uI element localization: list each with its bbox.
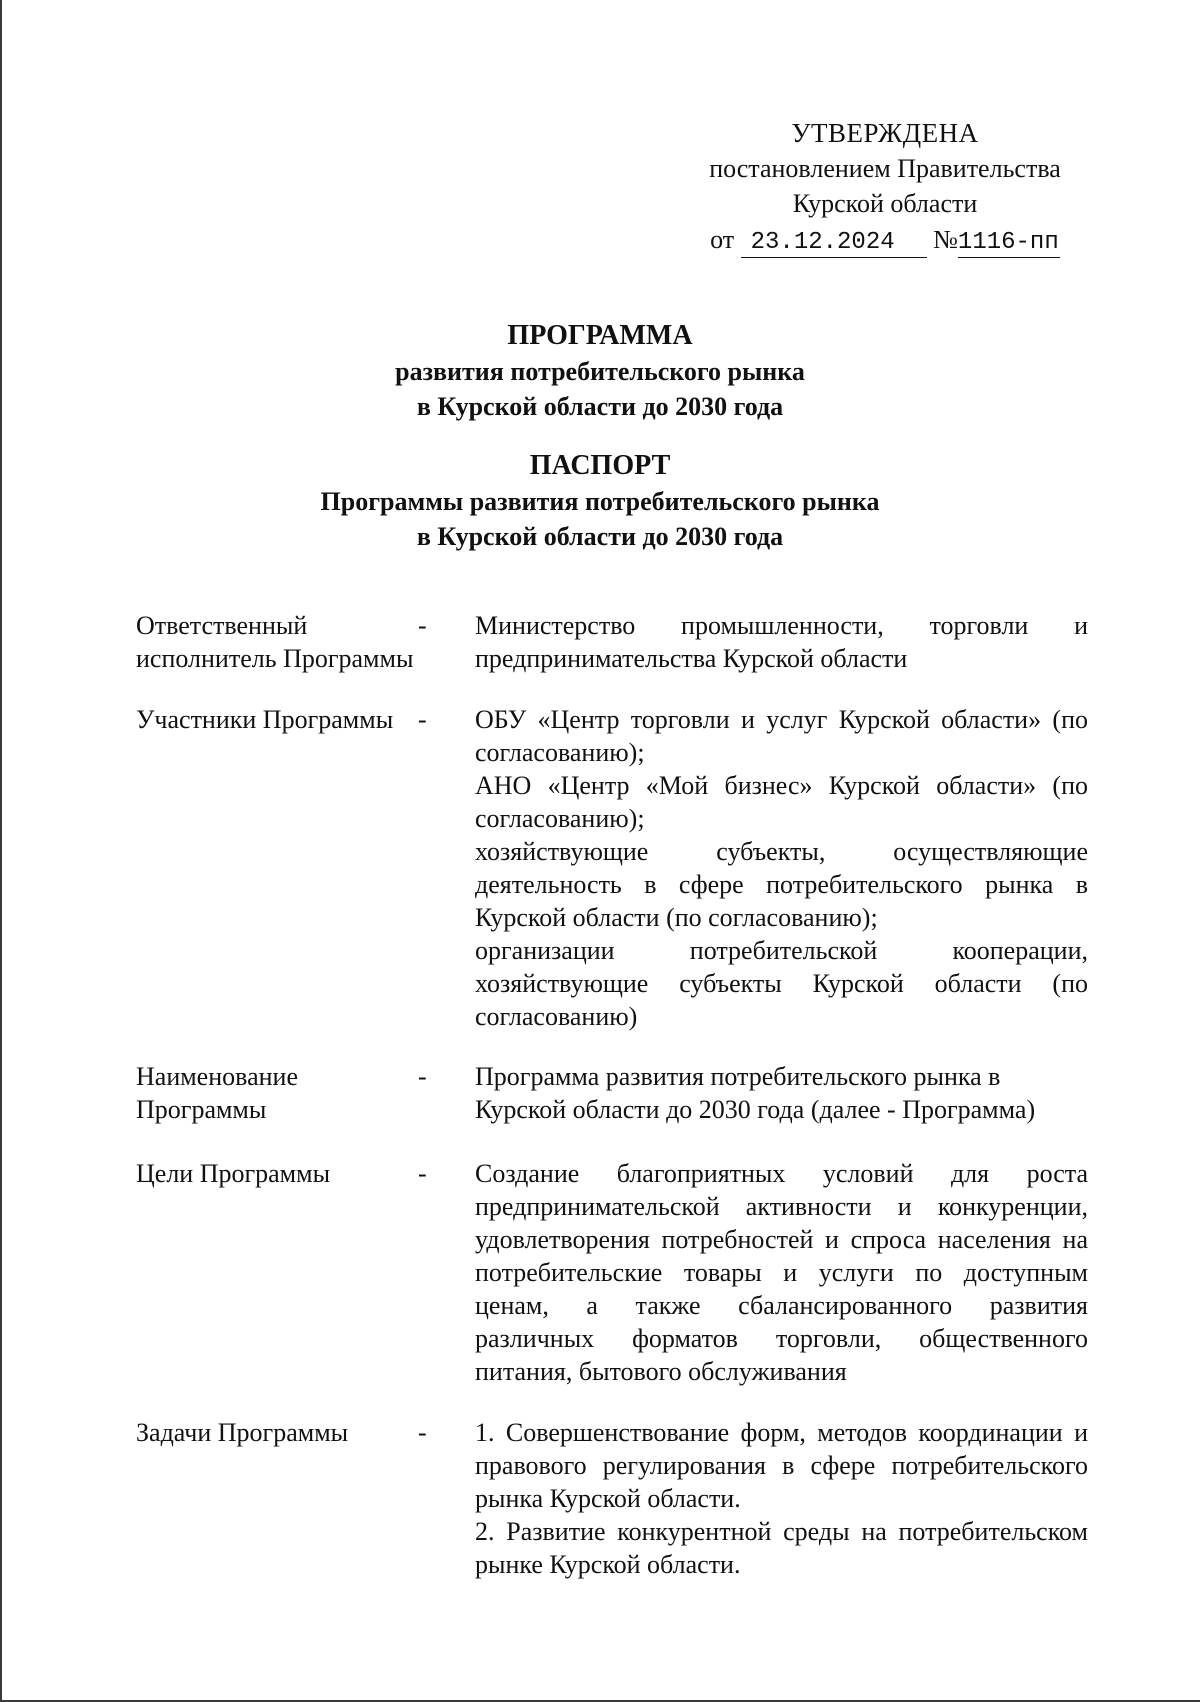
scan-edge-left	[0, 0, 2, 1702]
row-value	[475, 1416, 1088, 1581]
row-label: Наименование Программы	[136, 1062, 298, 1124]
value-paragraph: организации потребительской кооперации, хозяйствующие субъекты Курской области (по согласованию)	[475, 936, 1088, 1031]
value-paragraph: АНО «Центр «Мой бизнес» Курской области» (по согласованию);	[475, 771, 1088, 833]
approval-date: 23.12.2024	[741, 229, 927, 258]
row-label: Участники Программы	[136, 705, 394, 734]
passport-row-name	[136, 1060, 1088, 1126]
program-title	[0, 318, 1200, 424]
row-label: Задачи Программы	[136, 1418, 349, 1447]
row-value	[475, 703, 1088, 1033]
approval-stamp	[690, 116, 1080, 258]
approval-number: 1116-пп	[957, 229, 1059, 256]
number-prefix: №	[933, 225, 958, 254]
value-paragraph: 2. Развитие конкурентной среды на потребительском рынке Курской области.	[475, 1517, 1088, 1579]
value-paragraph: Программа развития потребительского рынка в	[475, 1062, 1001, 1091]
passport-table	[136, 609, 1088, 1581]
row-label: Цели Программы	[136, 1159, 331, 1188]
approval-line-1: постановлением Правительства	[709, 154, 1061, 183]
value-paragraph: Министерство промышленности, торговли и предпринимательства Курской области	[475, 611, 1088, 673]
approval-heading: УТВЕРЖДЕНА	[791, 118, 979, 148]
row-value	[475, 1060, 1088, 1126]
passport-row-goals	[136, 1157, 1088, 1388]
row-value	[475, 1157, 1088, 1388]
row-dash: -	[418, 1418, 427, 1447]
row-dash: -	[418, 1159, 427, 1188]
program-title-line-2: в Курской области до 2030 года	[416, 392, 784, 421]
program-title-line-1: развития потребительского рынка	[395, 357, 805, 386]
value-paragraph: ОБУ «Центр торговли и услуг Курской области» (по согласованию);	[475, 705, 1088, 767]
passport-row-participants	[136, 703, 1088, 1033]
approval-date-line	[690, 222, 1080, 258]
value-paragraph: 1. Совершенствование форм, методов координации и правового регулирования в сфере потребительского рынка Курской области.	[475, 1418, 1088, 1513]
passport-row-executor	[136, 609, 1088, 675]
row-label: Ответственный исполнитель Программы	[136, 611, 414, 673]
passport-title-line-2: в Курской области до 2030 года	[416, 522, 784, 551]
row-dash: -	[418, 705, 427, 734]
value-paragraph: хозяйствующие субъекты, осуществляющие деятельность в сфере потребительского рынка в Курской области (по согласованию);	[475, 837, 1088, 932]
date-prefix: от	[710, 225, 735, 254]
value-paragraph: Курской области до 2030 года (далее - Программа)	[475, 1095, 1036, 1124]
program-heading: ПРОГРАММА	[507, 320, 693, 351]
row-value	[475, 609, 1088, 675]
passport-title	[0, 448, 1200, 554]
row-dash: -	[418, 611, 427, 640]
value-paragraph: Создание благоприятных условий для роста предпринимательской активности и конкуренции, удовлетворения потребностей и спроса населения на потребительские товары и услуги по доступным ценам, а также сбалансированного развития различных форматов торговли, общественного питания, бытового обслуживания	[475, 1159, 1088, 1386]
row-dash: -	[418, 1062, 427, 1091]
approval-line-2: Курской области	[792, 189, 978, 218]
passport-heading: ПАСПОРТ	[529, 450, 671, 481]
passport-row-tasks	[136, 1416, 1088, 1581]
passport-title-line-1: Программы развития потребительского рынка	[320, 487, 880, 516]
